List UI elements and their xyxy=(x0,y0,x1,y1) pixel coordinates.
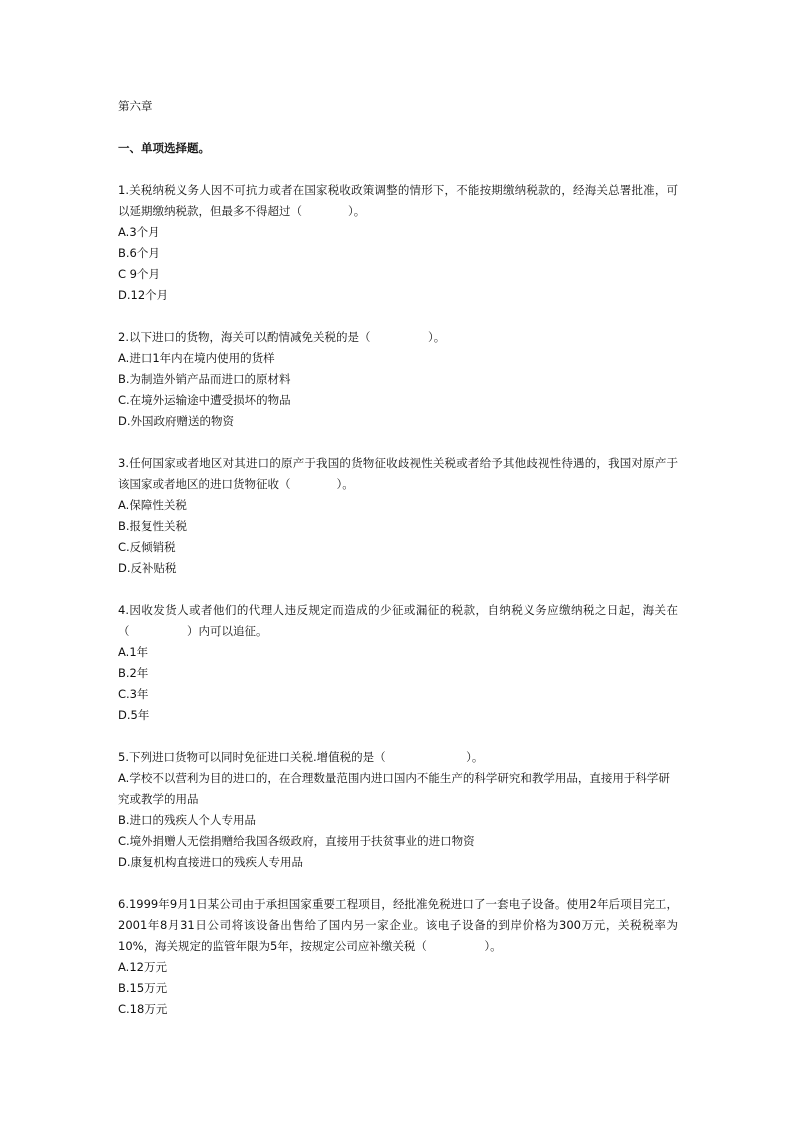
option-b: B.报复性关税 xyxy=(118,519,188,533)
question-6 xyxy=(118,894,690,1020)
question-stem: 5.下列进口货物可以同时免征进口关税.增值税的是（ ）。 xyxy=(118,750,484,764)
section-title: 一、单项选择题。 xyxy=(118,141,210,155)
option-c: C.18万元 xyxy=(118,1002,168,1016)
option-d: D.外国政府赠送的物资 xyxy=(118,414,235,428)
question-stem: 3.任何国家或者地区对其进口的原产于我国的货物征收歧视性关税或者给予其他歧视性待遇的，我国对原产于该国家或者地区的进口货物征收（ ）。 xyxy=(118,456,678,491)
question-stem: 1.关税纳税义务人因不可抗力或者在国家税收政策调整的情形下，不能按期缴纳税款的，经海关总署批准，可以延期缴纳税款，但最多不得超过（ ）。 xyxy=(118,183,678,218)
option-c: C.反倾销税 xyxy=(118,540,176,554)
option-a: A.进口1年内在境内使用的货样 xyxy=(118,351,275,365)
question-3 xyxy=(118,453,678,579)
option-d: D.12个月 xyxy=(118,288,169,302)
option-a: A.3个月 xyxy=(118,225,160,239)
option-c: C.在境外运输途中遭受损坏的物品 xyxy=(118,393,291,407)
question-1 xyxy=(118,180,678,306)
question-5 xyxy=(118,747,678,873)
question-2 xyxy=(118,327,678,432)
option-d: D.反补贴税 xyxy=(118,561,177,575)
question-stem: 6.1999年9月1日某公司由于承担国家重要工程项目，经批准免税进口了一套电子设备。使用2年后项目完工，2001年8月31日公司将该设备出售给了国内另一家企业。该电子设备的到岸价格为300万元，关税税率为 10%，海关规定的监管年限为5年，按规定公司应补缴关税（ ）。 xyxy=(118,897,690,953)
question-stem: 2.以下进口的货物，海关可以酌情减免关税的是（ ）。 xyxy=(118,330,446,344)
option-c: C.境外捐赠人无偿捐赠给我国各级政府，直接用于扶贫事业的进口物资 xyxy=(118,834,475,848)
option-a: A.12万元 xyxy=(118,960,167,974)
option-b: B.进口的残疾人个人专用品 xyxy=(118,813,257,827)
option-d: D.康复机构直接进口的残疾人专用品 xyxy=(118,855,304,869)
option-a: A.学校不以营利为目的进口的，在合理数量范围内进口国内不能生产的科学研究和教学用品，直接用于科学研究或教学的用品 xyxy=(118,771,670,806)
question-stem: 4.因收发货人或者他们的代理人违反规定而造成的少征或漏征的税款，自纳税义务应缴纳税之日起，海关在（ ）内可以追征。 xyxy=(118,603,678,638)
option-a: A.保障性关税 xyxy=(118,498,187,512)
chapter-heading: 第六章 xyxy=(118,99,153,113)
option-a: A.1年 xyxy=(118,645,149,659)
option-b: B.2年 xyxy=(118,666,149,680)
option-b: B.为制造外销产品而进口的原材料 xyxy=(118,372,291,386)
option-b: B.15万元 xyxy=(118,981,168,995)
document-page xyxy=(118,96,690,1041)
option-d: D.5年 xyxy=(118,708,150,722)
option-c: C.3年 xyxy=(118,687,149,701)
option-b: B.6个月 xyxy=(118,246,160,260)
option-c: C 9个月 xyxy=(118,267,161,281)
question-4 xyxy=(118,600,678,726)
